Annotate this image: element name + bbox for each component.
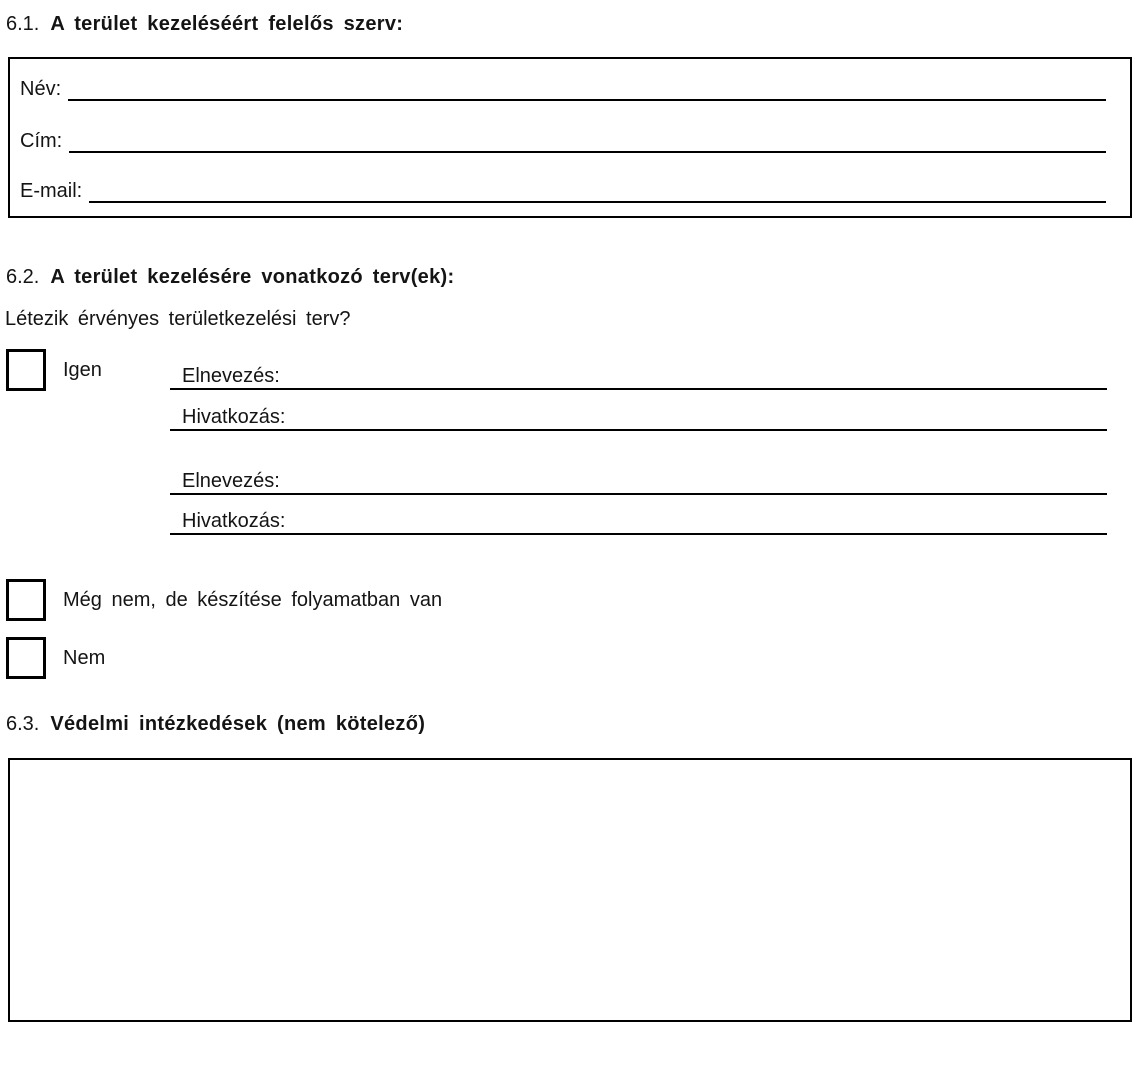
hivatkozas-label-1: Hivatkozás: [182, 406, 286, 428]
igen-label: Igen [63, 358, 102, 381]
email-label: E-mail: [20, 180, 83, 202]
meg-nem-label: Még nem, de készítése folyamatban van [63, 588, 443, 611]
responsible-body-box [8, 57, 1132, 218]
cim-input[interactable] [69, 126, 1106, 153]
section-6-3-heading [6, 713, 425, 736]
meg-nem-checkbox[interactable] [6, 579, 46, 621]
elnevezes-input-2[interactable] [288, 468, 1107, 493]
elnevezes-label-1: Elnevezés: [182, 365, 280, 387]
elnevezes-input-1[interactable] [288, 363, 1107, 388]
section-6-3-number: 6.3. [6, 713, 40, 735]
option-row-meg-nem [6, 579, 442, 621]
management-plan-question: Létezik érvényes területkezelési terv? [5, 308, 351, 330]
email-field-row [20, 176, 1106, 203]
section-6-1-number: 6.1. [6, 13, 40, 35]
section-6-2-title: A terület kezelésére vonatkozó terv(ek): [50, 266, 455, 288]
section-6-2-heading [6, 266, 454, 289]
hivatkozas-input-1[interactable] [293, 404, 1107, 429]
section-6-3-title: Védelmi intézkedések (nem kötelező) [50, 713, 426, 735]
email-input[interactable] [89, 176, 1106, 203]
nev-input[interactable] [68, 74, 1106, 101]
hivatkozas-label-2: Hivatkozás: [182, 510, 286, 532]
option-row-igen [6, 349, 102, 391]
section-6-1-heading [6, 13, 403, 36]
section-6-1-title: A terület kezeléséért felelős szerv: [50, 13, 404, 35]
cim-field-row [20, 126, 1106, 153]
nev-field-row [20, 74, 1106, 101]
nem-checkbox[interactable] [6, 637, 46, 679]
hivatkozas-input-2[interactable] [293, 508, 1107, 533]
cim-label: Cím: [20, 130, 63, 152]
option-row-nem [6, 637, 105, 679]
plan-field-row [170, 468, 1107, 495]
nev-label: Név: [20, 78, 62, 100]
nem-label: Nem [63, 646, 106, 669]
elnevezes-label-2: Elnevezés: [182, 470, 280, 492]
igen-checkbox[interactable] [6, 349, 46, 391]
section-6-2-number: 6.2. [6, 266, 40, 288]
plan-field-row [170, 404, 1107, 431]
plan-field-row [170, 508, 1107, 535]
plan-field-row [170, 363, 1107, 390]
protection-measures-textarea[interactable] [8, 758, 1132, 1022]
